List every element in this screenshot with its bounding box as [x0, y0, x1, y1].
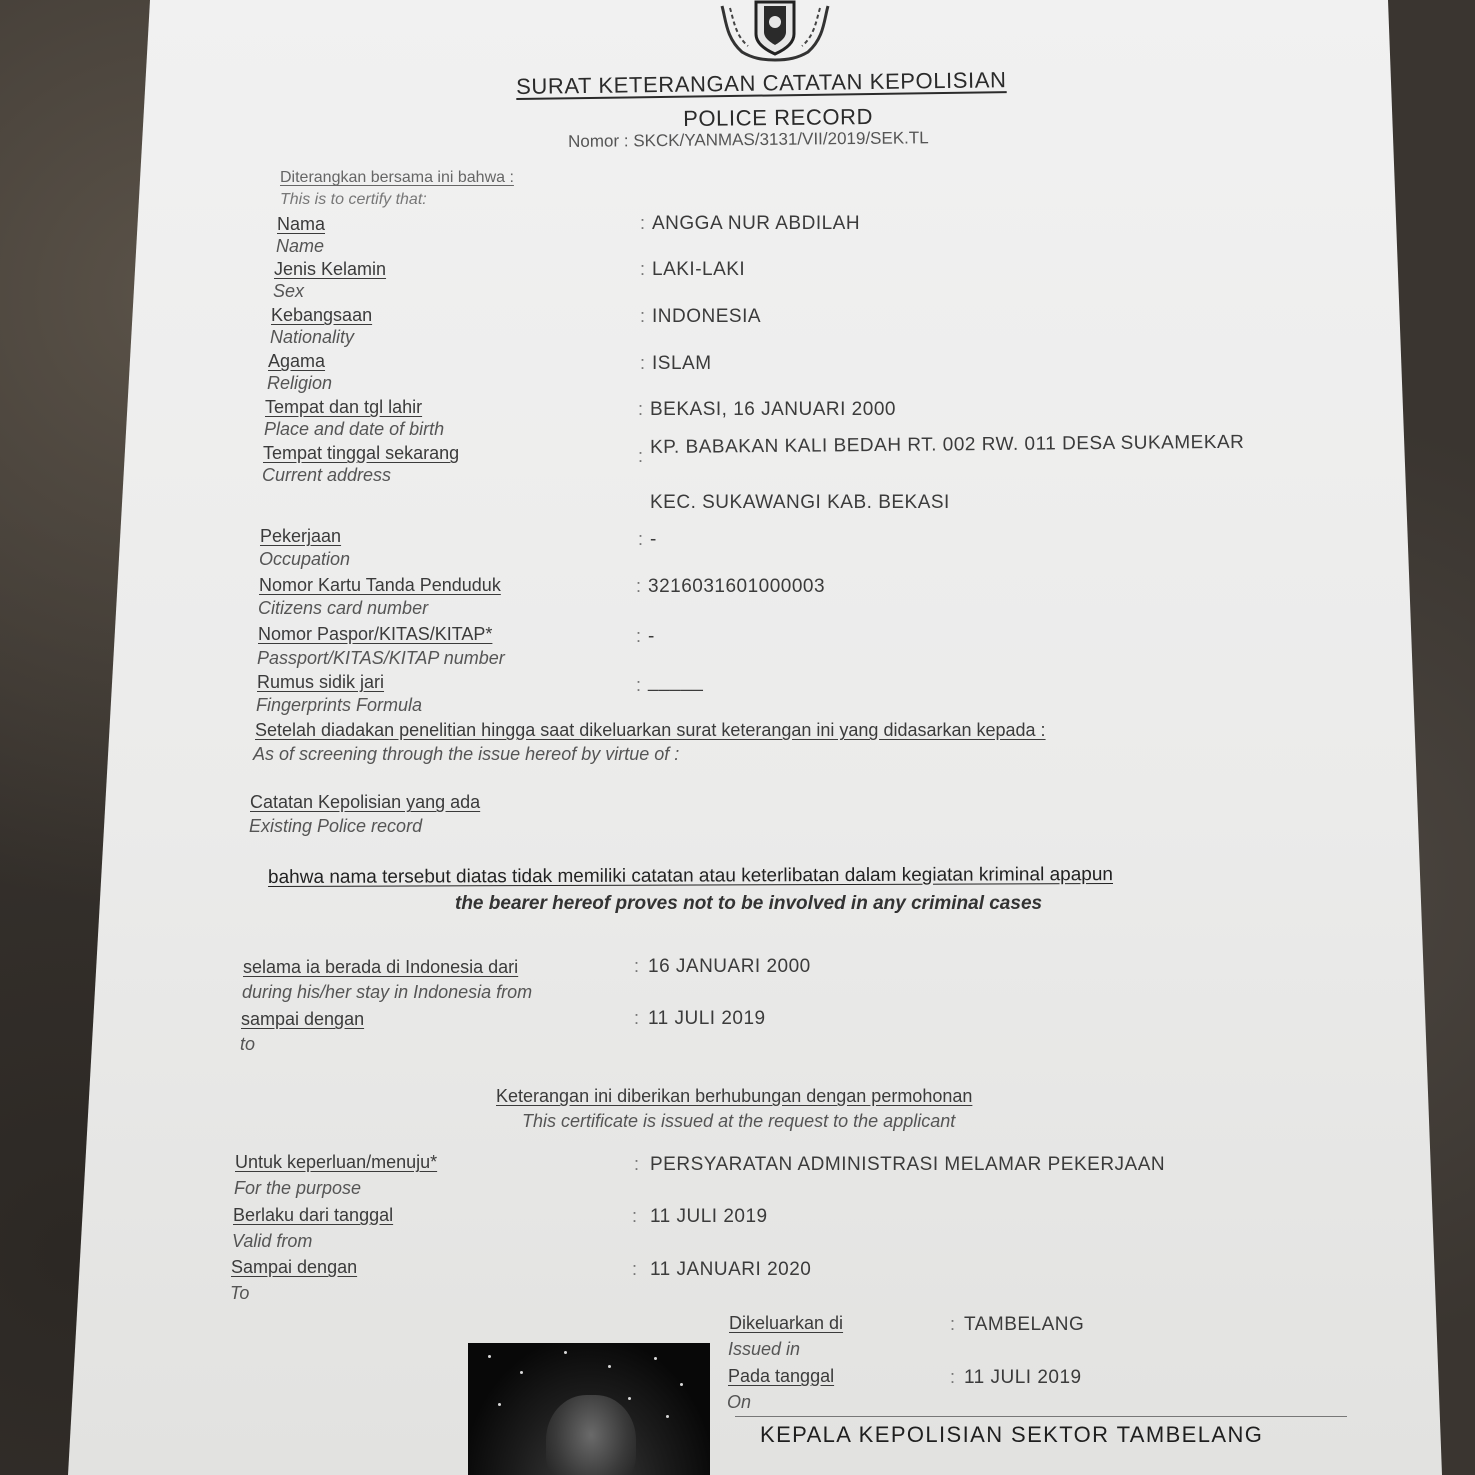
- birth-label: Tempat dan tgl lahir: [265, 397, 423, 417]
- valid-from-colon: :: [632, 1206, 638, 1226]
- birth-value: BEKASI, 16 JANUARI 2000: [650, 399, 896, 420]
- fingerprint-colon: :: [636, 675, 642, 695]
- intro-translation: This is to certify that:: [280, 191, 427, 208]
- stay-to-translation: to: [240, 1034, 256, 1054]
- valid-from-translation: Valid from: [232, 1231, 313, 1251]
- occupation-label: Pekerjaan: [260, 526, 342, 546]
- name-label: Nama: [277, 214, 326, 234]
- issued-date-colon: :: [950, 1367, 956, 1387]
- birth-colon: :: [638, 399, 644, 419]
- id-card-value: 3216031601000003: [648, 576, 826, 597]
- valid-to-label: Sampai dengan: [231, 1257, 358, 1277]
- address-colon: :: [638, 446, 644, 466]
- stay-from-label: selama ia berada di Indonesia dari: [243, 957, 519, 977]
- occupation-colon: :: [638, 529, 644, 549]
- address-label: Tempat tinggal sekarang: [263, 443, 460, 463]
- statement-text: bahwa nama tersebut diatas tidak memiliki catatan atau keterlibatan dalam kegiatan kriminal apapun: [267, 864, 1114, 888]
- passport-label: Nomor Paspor/KITAS/KITAP*: [258, 624, 493, 644]
- police-emblem-icon: [712, 0, 838, 62]
- nationality-label: Kebangsaan: [271, 305, 373, 325]
- passport-translation: Passport/KITAS/KITAP number: [257, 648, 505, 668]
- fingerprint-translation: Fingerprints Formula: [256, 695, 423, 715]
- issued-place-colon: :: [950, 1314, 956, 1334]
- fingerprint-value: _____: [648, 671, 704, 692]
- purpose-colon: :: [634, 1154, 640, 1174]
- address-translation: Current address: [262, 465, 392, 485]
- nationality-value: INDONESIA: [652, 306, 762, 327]
- stay-to-value: 11 JULI 2019: [648, 1008, 766, 1029]
- intro-label: Diterangkan bersama ini bahwa :: [280, 169, 514, 186]
- existing-record-label: Catatan Kepolisian yang ada: [250, 792, 481, 812]
- purpose-translation: For the purpose: [234, 1178, 362, 1198]
- nationality-colon: :: [640, 306, 646, 326]
- nationality-translation: Nationality: [270, 327, 355, 347]
- religion-translation: Religion: [267, 373, 333, 393]
- applicant-photo: [468, 1343, 710, 1475]
- sex-translation: Sex: [273, 281, 305, 301]
- valid-from-value: 11 JULI 2019: [650, 1206, 768, 1227]
- stay-from-value: 16 JANUARI 2000: [648, 956, 811, 977]
- screening-translation: As of screening through the issue hereof by virtue of :: [253, 744, 680, 764]
- occupation-value: -: [650, 529, 657, 550]
- issued-place-translation: Issued in: [728, 1339, 801, 1359]
- purpose-label: Untuk keperluan/menuju*: [235, 1152, 438, 1172]
- name-translation: Name: [276, 236, 325, 256]
- id-card-translation: Citizens card number: [258, 598, 429, 618]
- name-value: ANGGA NUR ABDILAH: [652, 213, 861, 234]
- issued-place-value: TAMBELANG: [964, 1314, 1085, 1335]
- request-translation: This certificate is issued at the request to the applicant: [522, 1111, 956, 1131]
- valid-to-colon: :: [632, 1259, 638, 1279]
- stay-to-label: sampai dengan: [241, 1009, 365, 1029]
- issued-date-translation: On: [727, 1392, 752, 1412]
- valid-from-label: Berlaku dari tanggal: [233, 1205, 394, 1225]
- passport-value: -: [648, 626, 655, 647]
- religion-colon: :: [640, 353, 646, 373]
- stay-from-translation: during his/her stay in Indonesia from: [242, 982, 533, 1002]
- document-title: SURAT KETERANGAN CATATAN KEPOLISIAN: [515, 67, 1007, 99]
- signatory-title: KEPALA KEPOLISIAN SEKTOR TAMBELANG: [760, 1422, 1264, 1447]
- stay-from-colon: :: [634, 956, 640, 976]
- religion-label: Agama: [268, 351, 326, 371]
- stay-to-colon: :: [634, 1008, 640, 1028]
- issued-date-value: 11 JULI 2019: [964, 1367, 1082, 1388]
- sex-label: Jenis Kelamin: [274, 259, 387, 279]
- birth-translation: Place and date of birth: [264, 419, 445, 439]
- religion-value: ISLAM: [652, 353, 712, 374]
- statement-translation: the bearer hereof proves not to be involved in any criminal cases: [455, 893, 1043, 914]
- issued-date-label: Pada tanggal: [728, 1366, 835, 1386]
- id-card-label: Nomor Kartu Tanda Penduduk: [259, 575, 501, 595]
- address-value-line1: KP. BABAKAN KALI BEDAH RT. 002 RW. 011 DESA SUKAMEKAR: [649, 431, 1245, 458]
- issued-place-label: Dikeluarkan di: [729, 1313, 844, 1333]
- screening-label: Setelah diadakan penelitian hingga saat dikeluarkan surat keterangan ini yang didasarkan kepada :: [255, 720, 1046, 740]
- request-label: Keterangan ini diberikan berhubungan dengan permohonan: [496, 1086, 973, 1106]
- address-value-line2: KEC. SUKAWANGI KAB. BEKASI: [650, 492, 950, 513]
- existing-record-translation: Existing Police record: [249, 816, 423, 836]
- sex-colon: :: [640, 259, 646, 279]
- passport-colon: :: [636, 626, 642, 646]
- purpose-value: PERSYARATAN ADMINISTRASI MELAMAR PEKERJAAN: [650, 1154, 1166, 1175]
- id-card-colon: :: [636, 576, 642, 596]
- document-number: Nomor : SKCK/YANMAS/3131/VII/2019/SEK.TL: [567, 128, 929, 151]
- valid-to-translation: To: [230, 1283, 250, 1303]
- signature-divider: [735, 1416, 1347, 1417]
- fingerprint-label: Rumus sidik jari: [257, 672, 385, 692]
- sex-value: LAKI-LAKI: [652, 259, 746, 280]
- occupation-translation: Occupation: [259, 549, 351, 569]
- valid-to-value: 11 JANUARI 2020: [650, 1259, 812, 1280]
- name-colon: :: [640, 213, 646, 233]
- document-subtitle: POLICE RECORD: [682, 104, 874, 131]
